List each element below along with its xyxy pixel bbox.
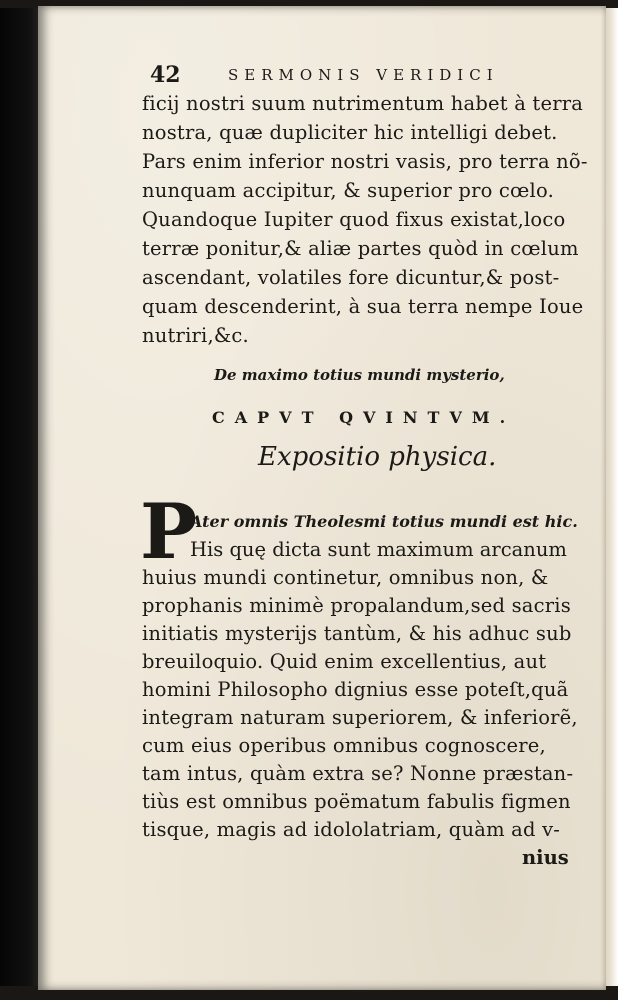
body-line: Quandoque Iupiter quod fixus existat,loco	[142, 208, 566, 231]
body-line: nutriri,&c.	[142, 324, 249, 347]
body-line: homini Philosopho dignius esse poteſt,quã	[142, 678, 569, 701]
body-line: breuiloquio. Quid enim excellentius, aut	[142, 650, 547, 673]
chapter-subtitle: Expositio physica.	[258, 442, 497, 472]
chapter-heading: CAPVT QVINTVM.	[212, 408, 516, 427]
catchword: nius	[522, 846, 569, 869]
body-line: huius mundi continetur, omnibus non, &	[142, 566, 549, 589]
body-line: terræ ponitur,& aliæ partes quòd in cœlum	[142, 237, 579, 260]
paragraph-first-line: Ater omnis Theolesmi totius mundi est hic.	[190, 512, 578, 531]
body-line: nunquam accipitur, & superior pro cœlo.	[142, 179, 554, 202]
page-number: 42	[150, 62, 181, 88]
body-line: integram naturam superiorem, & inferiorẽ,	[142, 706, 578, 729]
body-line: tam intus, quàm extra se? Nonne præstan-	[142, 762, 574, 785]
book-binding-shadow	[0, 0, 42, 1000]
section-title: De maximo totius mundi mysterio,	[214, 366, 505, 384]
body-line: tiùs est omnibus poëmatum fabulis figmen	[142, 790, 571, 813]
body-line: quam descenderint, à sua terra nempe Ioue	[142, 295, 584, 318]
body-line: tisque, magis ad idololatriam, quàm ad v-	[142, 818, 561, 841]
body-line: nostra, quæ dupliciter hic intelligi debet.	[142, 121, 558, 144]
body-line: cum eius operibus omnibus cognoscere,	[142, 734, 546, 757]
body-line: Pars enim inferior nostri vasis, pro terra nõ-	[142, 150, 588, 173]
drop-cap: P	[140, 487, 198, 576]
body-line: His quę dicta sunt maximum arcanum	[190, 538, 567, 561]
body-line: ascendant, volatiles fore dicuntur,& post-	[142, 266, 560, 289]
body-line: prophanis minimè propalandum,sed sacris	[142, 594, 571, 617]
body-line: ficij nostri suum nutrimentum habet à terra	[142, 92, 584, 115]
running-title: SERMONIS VERIDICI	[228, 66, 499, 84]
body-line: initiatis mysterijs tantùm, & his adhuc sub	[142, 622, 572, 645]
